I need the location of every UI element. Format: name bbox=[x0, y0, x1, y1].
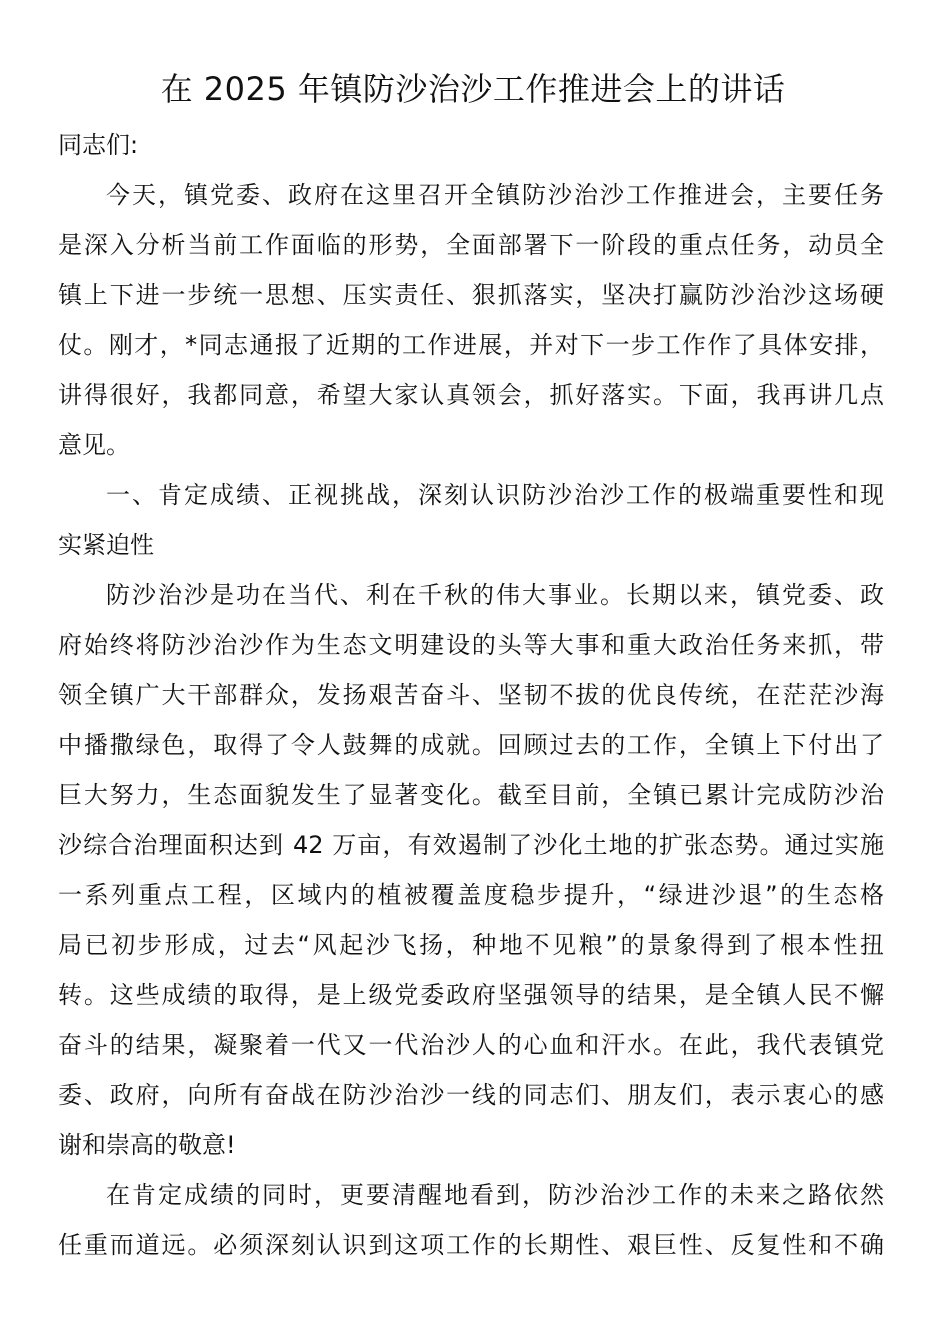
text-line: 意见。 bbox=[58, 431, 130, 459]
paragraph-intro bbox=[58, 170, 884, 470]
text-line: 领全镇广大干部群众，发扬艰苦奋斗、坚韧不拔的优良传统，在茫茫沙海 bbox=[58, 681, 884, 709]
text-line: 一系列重点工程，区域内的植被覆盖度稳步提升，“绿进沙退”的生态格 bbox=[58, 881, 884, 909]
text-line: 仗。刚才，*同志通报了近期的工作进展，并对下一步工作作了具体安排， bbox=[58, 331, 884, 359]
text-line: 局已初步形成，过去“风起沙飞扬，种地不见粮”的景象得到了根本性扭 bbox=[58, 931, 884, 959]
text-line: 在肯定成绩的同时，更要清醒地看到，防沙治沙工作的未来之路依然 bbox=[106, 1181, 884, 1209]
text-line: 今天，镇党委、政府在这里召开全镇防沙治沙工作推进会，主要任务 bbox=[106, 181, 884, 209]
text-line: 谢和崇高的敬意! bbox=[58, 1131, 236, 1159]
heading-line: 实紧迫性 bbox=[58, 531, 154, 559]
section-heading-1 bbox=[58, 470, 884, 570]
text-line: 转。这些成绩的取得，是上级党委政府坚强领导的结果，是全镇人民不懈 bbox=[58, 981, 884, 1009]
text-line: 是深入分析当前工作面临的形势，全面部署下一阶段的重点任务，动员全 bbox=[58, 231, 884, 259]
salutation: 同志们: bbox=[58, 131, 139, 159]
document-title: 在 2025 年镇防沙治沙工作推进会上的讲话 bbox=[160, 70, 786, 108]
text-line: 镇上下进一步统一思想、压实责任、狠抓落实，坚决打赢防沙治沙这场硬 bbox=[58, 281, 884, 309]
text-line: 巨大努力，生态面貌发生了显著变化。截至目前，全镇已累计完成防沙治 bbox=[58, 781, 884, 809]
text-line: 沙综合治理面积达到 42 万亩，有效遏制了沙化土地的扩张态势。通过实施 bbox=[58, 831, 884, 859]
text-line: 奋斗的结果，凝聚着一代又一代治沙人的心血和汗水。在此，我代表镇党 bbox=[58, 1031, 884, 1059]
text-line: 防沙治沙是功在当代、利在千秋的伟大事业。长期以来，镇党委、政 bbox=[106, 581, 884, 609]
text-line: 讲得很好，我都同意，希望大家认真领会，抓好落实。下面，我再讲几点 bbox=[58, 381, 884, 409]
heading-line: 一、肯定成绩、正视挑战，深刻认识防沙治沙工作的极端重要性和现 bbox=[106, 481, 884, 509]
text-line: 任重而道远。必须深刻认识到这项工作的长期性、艰巨性、反复性和不确 bbox=[58, 1231, 884, 1259]
text-line: 府始终将防沙治沙作为生态文明建设的头等大事和重大政治任务来抓，带 bbox=[58, 631, 884, 659]
paragraph-achievements bbox=[58, 570, 884, 1170]
text-line: 委、政府，向所有奋战在防沙治沙一线的同志们、朋友们，表示衷心的感 bbox=[58, 1081, 884, 1109]
paragraph-challenges bbox=[58, 1170, 884, 1270]
text-line: 中播撒绿色，取得了令人鼓舞的成就。回顾过去的工作，全镇上下付出了 bbox=[58, 731, 884, 759]
